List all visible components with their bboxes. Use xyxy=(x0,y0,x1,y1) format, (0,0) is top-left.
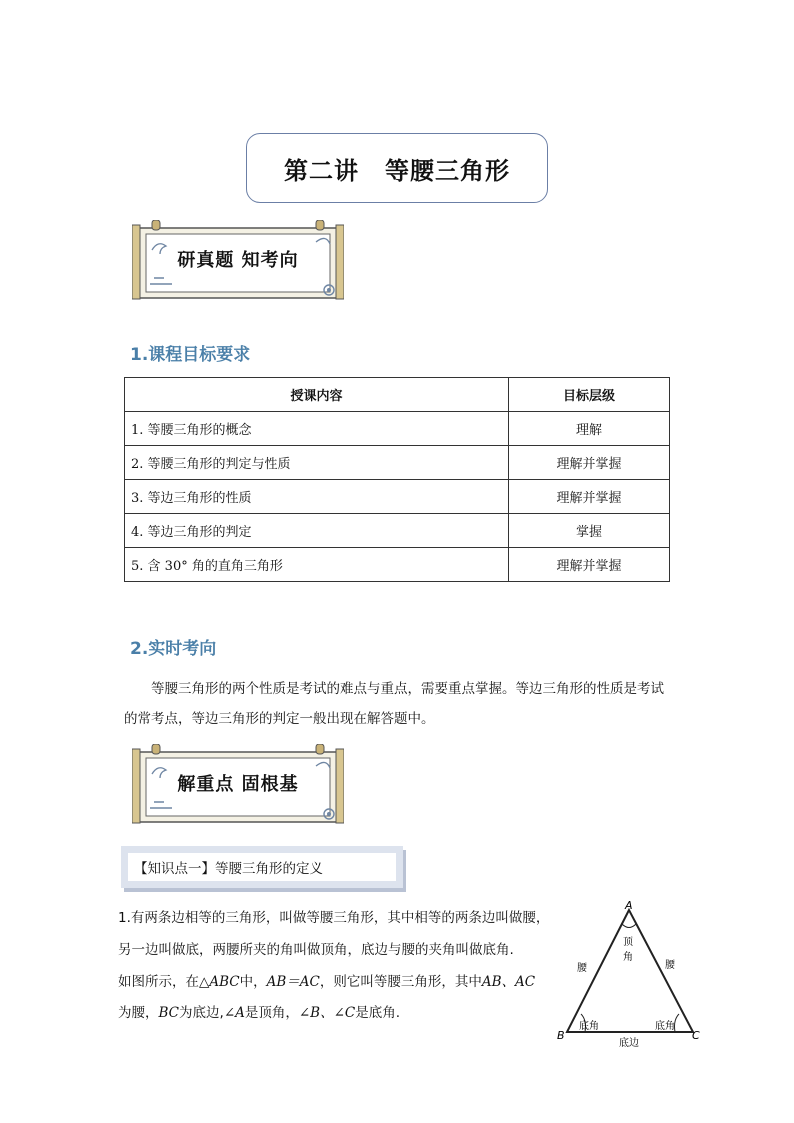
leg-label-left: 腰 xyxy=(577,963,587,974)
banner-key-points xyxy=(132,744,344,824)
text-fragment: 为腰， xyxy=(118,1005,159,1021)
definition-line-4 xyxy=(118,1001,400,1021)
knowledge-point-label: 【知识点一】等腰三角形的定义 xyxy=(128,853,396,881)
vertex-label-a: A xyxy=(625,899,633,912)
table-cell-level: 掌握 xyxy=(509,514,670,548)
banner-title-first: 研真题 知考向 xyxy=(177,250,299,271)
table-cell-content: 3. 等边三角形的性质 xyxy=(125,480,509,514)
banner-title-second: 解重点 固根基 xyxy=(177,774,299,795)
base-angle-label-right: 底角 xyxy=(655,1021,675,1032)
base-angle-arc-right xyxy=(675,1014,680,1032)
section-heading-exam-trends: 2.实时考向 xyxy=(130,639,217,659)
text-fragment: 如图所示，在 xyxy=(118,974,199,990)
isosceles-triangle-figure xyxy=(553,898,703,1050)
table-cell-content: 2. 等腰三角形的判定与性质 xyxy=(125,446,509,480)
table-header-level: 目标层级 xyxy=(509,378,670,412)
section-heading-goals: 1.课程目标要求 xyxy=(130,345,251,365)
exam-trends-paragraph: 等腰三角形的两个性质是考试的难点与重点，需要重点掌握。等边三角形的性质是考试的常考点，等边三角形的判定一般出现在解答题中。 xyxy=(124,681,664,727)
table-row xyxy=(125,514,670,548)
base-angle-label-left: 底角 xyxy=(579,1021,599,1032)
table-cell-content: 5. 含 30° 角的直角三角形 xyxy=(125,548,509,582)
definition-line-3 xyxy=(118,970,535,990)
table-cell-level: 理解并掌握 xyxy=(509,446,670,480)
apex-angle-label-2: 角 xyxy=(623,952,633,963)
apex-angle-arc xyxy=(622,924,636,928)
course-goals-table xyxy=(124,377,670,582)
lecture-title xyxy=(246,133,548,203)
table-row xyxy=(125,446,670,480)
table-row xyxy=(125,480,670,514)
math-apex-angle: ∠A xyxy=(223,1005,245,1021)
math-equal-sides: AB＝AC xyxy=(266,974,320,990)
text-fragment: 是底角. xyxy=(355,1005,401,1021)
vertex-label-b: B xyxy=(557,1029,565,1042)
knowledge-point-box xyxy=(121,846,403,888)
apex-angle-label-1: 顶 xyxy=(623,937,633,948)
math-base-angles: ∠B、∠C xyxy=(298,1005,356,1021)
text-fragment: 是顶角， xyxy=(244,1005,299,1021)
table-header-content: 授课内容 xyxy=(125,378,509,412)
leg-label-right: 腰 xyxy=(665,960,675,971)
table-row xyxy=(125,548,670,582)
banner-study-exams xyxy=(132,220,344,300)
text-fragment: ，则它叫等腰三角形，其中 xyxy=(319,974,482,990)
math-triangle-abc: △ABC xyxy=(199,974,240,990)
definition-line-2: 另一边叫做底，两腰所夹的角叫做顶角，底边与腰的夹角叫做底角. xyxy=(118,942,514,958)
table-cell-level: 理解并掌握 xyxy=(509,548,670,582)
definition-line-1: 1.有两条边相等的三角形，叫做等腰三角形，其中相等的两条边叫做腰， xyxy=(118,910,550,926)
table-cell-level: 理解 xyxy=(509,412,670,446)
table-cell-content: 4. 等边三角形的判定 xyxy=(125,514,509,548)
lecture-topic: 等腰三角形 xyxy=(385,156,510,185)
text-fragment: 为底边, xyxy=(179,1005,224,1021)
table-row xyxy=(125,412,670,446)
vertex-label-c: C xyxy=(692,1029,700,1042)
text-fragment: 中， xyxy=(239,974,267,990)
table-header-row xyxy=(125,378,670,412)
lecture-number: 第二讲 xyxy=(284,156,359,185)
table-cell-level: 理解并掌握 xyxy=(509,480,670,514)
math-base: BC xyxy=(158,1005,180,1021)
table-cell-content: 1. 等腰三角形的概念 xyxy=(125,412,509,446)
base-label: 底边 xyxy=(619,1038,639,1049)
math-legs: AB、AC xyxy=(481,974,536,990)
